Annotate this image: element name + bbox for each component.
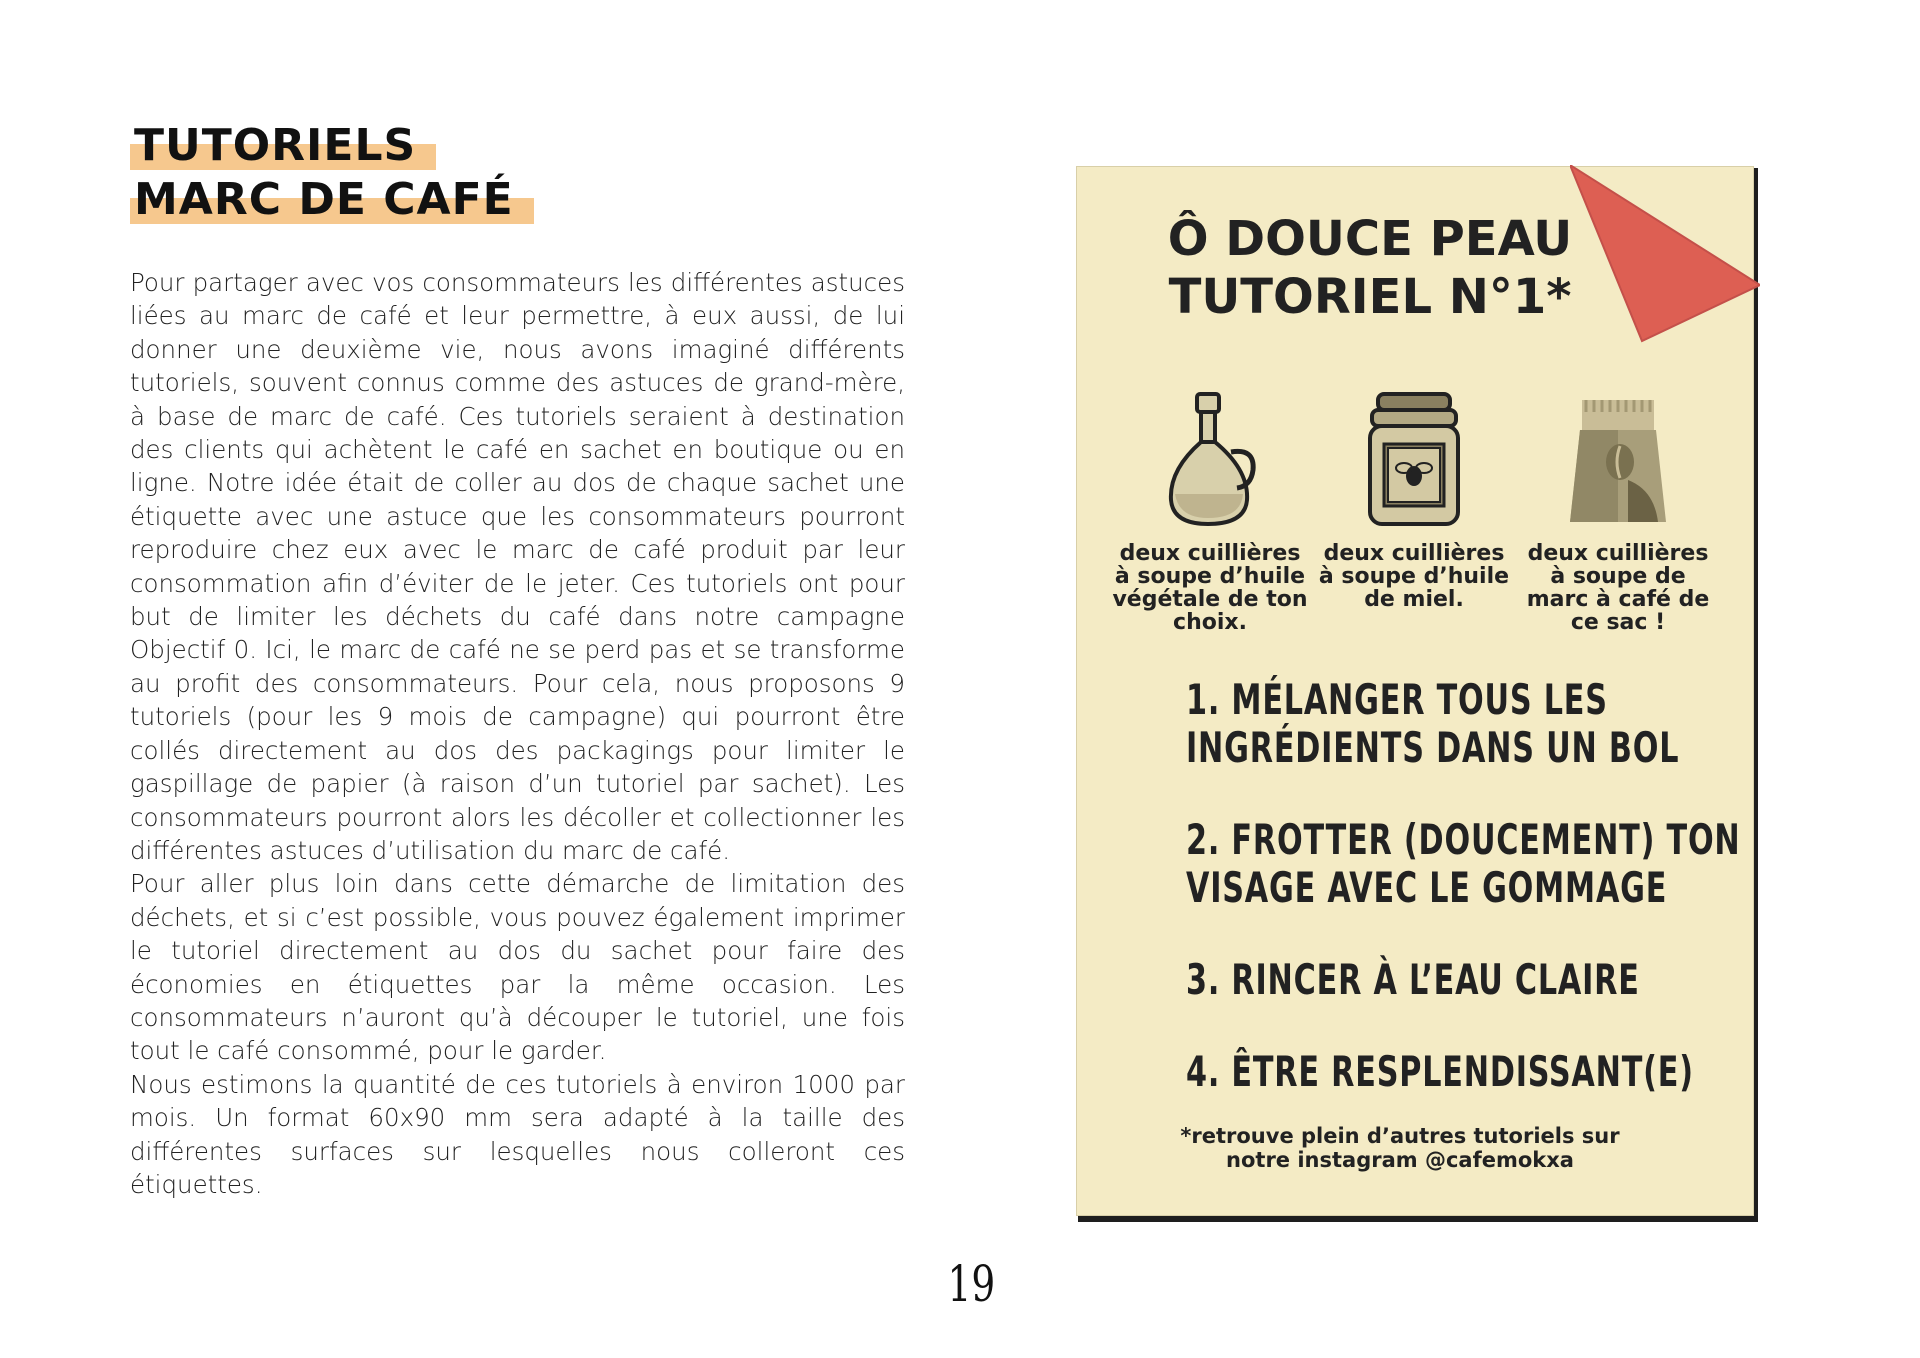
- ingredient-label: deux cuillières à soupe d’huile végétale de ton choix.: [1112, 541, 1308, 635]
- card-title-line-1: Ô DOUCE PEAU: [1167, 211, 1573, 267]
- ingredient-label: deux cuillières à soupe de marc à café de ce sac !: [1526, 541, 1710, 635]
- step-1: 1. MÉLANGER TOUS LES INGRÉDIENTS DANS UN BOL: [1186, 675, 1680, 772]
- step-3: 3. RINCER À L’EAU CLAIRE: [1186, 955, 1640, 1004]
- card-title: [1110, 210, 1630, 326]
- page-number: 19: [947, 1255, 996, 1313]
- body-text: [130, 266, 905, 1201]
- card-title-line-2: TUTORIEL N°1*: [1168, 269, 1572, 325]
- ingredient-oil: [1110, 390, 1310, 634]
- paragraph-1: Pour partager avec vos consommateurs les différentes astuces liées au marc de café et leur permettre, à eux aussi, de lui donner une deuxième vie, nous avons imaginé différents tutoriels, souvent connus comme des astuces de grand-mère, à base de marc de café. Ces tutoriels seraient à destination des clients qui achètent le café en sachet en boutique ou en ligne. Notre idée était de coller au dos de chaque sachet une étiquette avec une astuce que les consommateurs pourront reproduire chez eux avec le marc de café produit par leur consommation afin d’éviter de le jeter. Ces tutoriels ont pour but de limiter les déchets du café dans notre campagne Objectif 0. Ici, le marc de café ne se perd pas et se transforme au profit des consommateurs. Pour cela, nous proposons 9 tutoriels (pour les 9 mois de campagne) qui pourront être collés directement au dos des packagings pour limiter le gaspillage de papier (à raison d’un tutoriel par sachet). Les consommateurs pourront alors les décoller et collectionner les différentes astuces d’utilisation du marc de café.: [130, 268, 905, 865]
- honey-jar-icon: [1364, 390, 1464, 530]
- paragraph-2: Pour aller plus loin dans cette démarche de limitation des déchets, et si c’est possible, vous pouvez également imprimer le tutoriel directement au dos du sachet pour faire des économies en étiquettes par la même occasion. Les consommateurs n’auront qu’à découper le tutoriel, une fois tout le café consommé, pour le garder.: [130, 869, 905, 1066]
- card-footnote: *retrouve plein d’autres tutoriels sur notre instagram @cafemokxa: [1180, 1124, 1620, 1172]
- title-line-2: MARC DE CAFÉ: [130, 176, 520, 222]
- ingredient-label: deux cuillières à soupe d’huile de miel.: [1318, 541, 1510, 612]
- oil-bottle-icon: [1155, 390, 1265, 530]
- step-2: 2. FROTTER (DOUCEMENT) TON VISAGE AVEC LE GOMMAGE: [1186, 815, 1741, 912]
- title-line-1: TUTORIELS: [130, 122, 422, 168]
- ingredient-coffee: [1518, 390, 1718, 634]
- step-4: 4. ÊTRE RESPLENDISSANT(E): [1186, 1047, 1694, 1096]
- paragraph-3: Nous estimons la quantité de ces tutoriels à environ 1000 par mois. Un format 60x90 mm sera adapté à la taille des différentes surfaces sur lesquelles nous colleront ces étiquettes.: [130, 1069, 905, 1199]
- page-title: [130, 122, 520, 230]
- ingredient-honey: [1314, 390, 1514, 611]
- coffee-bag-icon: [1558, 390, 1678, 530]
